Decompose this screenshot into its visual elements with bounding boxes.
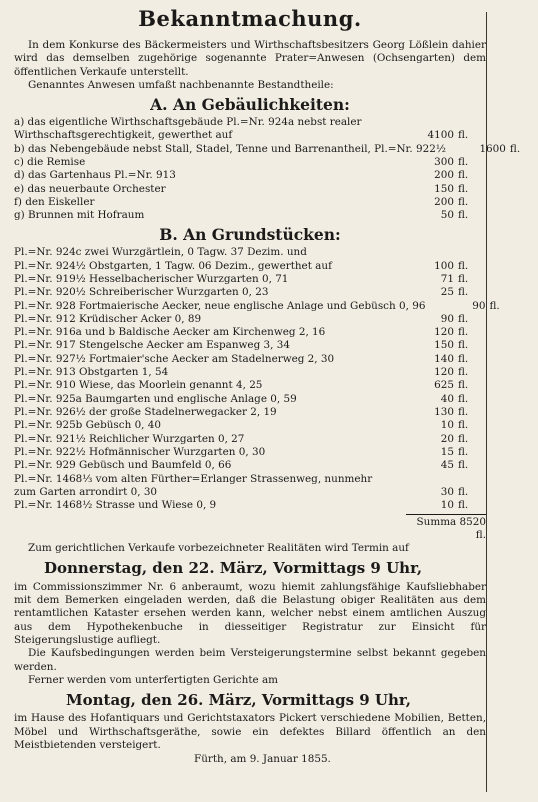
building-row-label: f) den Eiskeller: [14, 195, 95, 208]
land-row: [14, 260, 486, 273]
announcement-title: Bekanntmachung.: [138, 6, 362, 31]
auction-date-1: Donnerstag, den 22. März, Vormittags 9 Uhr,: [44, 559, 423, 578]
land-row-unit: fl.: [458, 339, 469, 352]
auction-details-2: im Hause des Hofantiquars und Gerichtstaxators Pickert verschiedene Mobilien, Betten, Möbel und Wirthschaftsgeräthe, sowie ein defektes Billard öffentlich an den Meistbietenden versteigert.: [14, 712, 486, 751]
lands-list: [14, 246, 500, 512]
land-row-amount: 120: [434, 366, 454, 379]
land-row-unit: fl.: [458, 392, 469, 405]
land-row-unit: fl.: [458, 312, 469, 325]
land-row: [14, 393, 486, 406]
land-row-amount: 25: [440, 286, 454, 299]
announcement: [14, 6, 521, 767]
land-row-unit: fl.: [458, 352, 469, 365]
land-row: [14, 339, 486, 352]
building-row-amount: 1600: [479, 142, 506, 155]
building-row: [14, 116, 486, 143]
land-row-amount: 90: [472, 299, 486, 312]
land-row: [14, 286, 486, 299]
land-row: [14, 246, 486, 259]
land-row-unit: fl.: [458, 286, 469, 299]
land-row-unit: fl.: [458, 406, 469, 419]
land-row-amount: 120: [434, 326, 454, 339]
land-row-label: Pl.=Nr. 916a und b Baldische Aecker am Kirchenweg 2, 16: [14, 326, 326, 339]
land-row-amount: 150: [434, 339, 454, 352]
intro-paragraph: In dem Konkurse des Bäckermeisters und Wirthschaftsbesitzers Georg Lößlein dahier wird das demselben zugehörige sogenannte Prater=Anwesen (Ochsengarten) dem öffentlichen Verkaufe unterstellt.: [14, 38, 486, 78]
land-row-amount: 20: [440, 432, 454, 445]
land-row-unit: fl.: [458, 366, 469, 379]
building-row-label: b) das Nebengebäude nebst Stall, Stadel, Tenne und Barrenantheil, Pl.=Nr. 922½: [14, 142, 446, 155]
building-row: [14, 183, 486, 196]
land-row-amount: 130: [434, 406, 454, 419]
building-row-amount: 200: [434, 169, 454, 182]
building-row-unit: fl.: [458, 209, 469, 222]
land-row-label: Pl.=Nr. 917 Stengelsche Aecker am Espanweg 3, 34: [14, 339, 290, 352]
land-row-amount: 71: [440, 272, 454, 285]
land-row: [14, 273, 486, 286]
land-row: [14, 419, 486, 432]
building-row: [14, 196, 486, 209]
building-row: [14, 169, 486, 182]
adjacent-column-rule: [486, 12, 497, 792]
land-row: [14, 313, 486, 326]
land-row-unit: fl.: [458, 445, 469, 458]
building-row-unit: fl.: [458, 129, 469, 142]
land-row-label: Pl.=Nr. 1468⅓ vom alten Fürther=Erlanger Strassenweg, nunmehr zum Garten arrondirt 0, 30: [14, 472, 373, 498]
land-row-amount: 10: [440, 499, 454, 512]
land-row-unit: fl.: [489, 299, 500, 312]
land-row-label: Pl.=Nr. 1468½ Strasse und Wiese 0, 9: [14, 499, 217, 512]
land-row-unit: fl.: [458, 379, 469, 392]
land-row-unit: fl.: [458, 499, 469, 512]
building-row-amount: 300: [434, 155, 454, 168]
section-buildings-heading: A. An Gebäulichkeiten:: [150, 95, 350, 115]
building-row-amount: 50: [440, 209, 454, 222]
land-row-unit: fl.: [458, 459, 469, 472]
land-row-amount: 15: [440, 445, 454, 458]
building-row-unit: fl.: [509, 142, 521, 155]
building-row: [14, 156, 486, 169]
building-row: [14, 209, 486, 222]
intro-components: Genanntes Anwesen umfaßt nachbenannte Bestandtheile:: [28, 78, 334, 91]
land-row: [14, 459, 486, 472]
building-row-unit: fl.: [458, 195, 469, 208]
land-row-label: Pl.=Nr. 921½ Reichlicher Wurzgarten 0, 27: [14, 432, 245, 445]
land-row-label: Pl.=Nr. 926½ der große Stadelnerwegacker 2, 19: [14, 406, 277, 419]
buildings-list: [14, 115, 521, 223]
land-row-label: Pl.=Nr. 910 Wiese, das Moorlein genannt 4, 25: [14, 379, 263, 392]
land-row-amount: 30: [440, 485, 454, 498]
land-row: [14, 353, 486, 366]
conditions-paragraph: Die Kaufsbedingungen werden beim Versteigerungstermine selbst bekannt gegeben werden.: [14, 647, 486, 673]
land-row-label: Pl.=Nr. 912 Krüdischer Acker 0, 89: [14, 312, 202, 325]
land-row-unit: fl.: [458, 259, 469, 272]
auction-date-2: Montag, den 26. März, Vormittags 9 Uhr,: [66, 691, 411, 710]
land-row-unit: fl.: [458, 485, 469, 498]
land-row-label: Pl.=Nr. 924½ Obstgarten, 1 Tagw. 06 Dezim., gewerthet auf: [14, 259, 332, 272]
land-row: [14, 446, 486, 459]
land-row: [14, 326, 486, 339]
building-row-amount: 4100: [427, 129, 454, 142]
land-row: [14, 406, 486, 419]
land-row-amount: 100: [434, 259, 454, 272]
land-row-unit: fl.: [458, 432, 469, 445]
land-row-label: Pl.=Nr. 925a Baumgarten und englische Anlage 0, 59: [14, 392, 297, 405]
land-row-label: Pl.=Nr. 920½ Schreiberischer Wurzgarten 0, 23: [14, 286, 269, 299]
land-row: [14, 366, 486, 379]
land-row-label: Pl.=Nr. 928 Fortmaierische Aecker, neue englische Anlage und Gebüsch 0, 96: [14, 299, 426, 312]
building-row-unit: fl.: [458, 182, 469, 195]
building-row-label: g) Brunnen mit Hofraum: [14, 209, 145, 222]
sum-total: Summa 8520 fl.: [406, 514, 486, 543]
ferner-paragraph: Ferner werden vom unterfertigten Gerichte am: [28, 673, 278, 686]
land-row-amount: 90: [440, 312, 454, 325]
land-row-label: Pl.=Nr. 927½ Fortmaier'sche Aecker am Stadelnerweg 2, 30: [14, 352, 335, 365]
building-row-label: a) das eigentliche Wirthschaftsgebäude Pl.=Nr. 924a nebst realer Wirthschaftsgerechtigkeit, gewerthet auf: [14, 115, 362, 142]
land-row-amount: 625: [434, 379, 454, 392]
land-row-amount: 140: [434, 352, 454, 365]
land-row-label: Pl.=Nr. 929 Gebüsch und Baumfeld 0, 66: [14, 459, 232, 472]
land-row: [14, 433, 486, 446]
building-row-amount: 150: [434, 182, 454, 195]
sum-row: [14, 514, 486, 543]
land-row-amount: 45: [440, 459, 454, 472]
land-row-amount: 40: [440, 392, 454, 405]
land-row-unit: fl.: [458, 326, 469, 339]
building-row-label: d) das Gartenhaus Pl.=Nr. 913: [14, 169, 176, 182]
section-lands-heading: B. An Grundstücken:: [159, 225, 341, 245]
building-row: [14, 142, 521, 156]
land-row-label: Pl.=Nr. 919½ Hesselbacherischer Wurzgarten 0, 71: [14, 272, 289, 285]
land-row-unit: fl.: [458, 419, 469, 432]
land-row: [14, 499, 486, 512]
place-date: Fürth, am 9. Januar 1855.: [194, 753, 331, 766]
termin-paragraph: Zum gerichtlichen Verkaufe vorbezeichneter Realitäten wird Termin auf: [28, 542, 409, 555]
building-row-label: c) die Remise: [14, 155, 86, 168]
building-row-unit: fl.: [458, 169, 469, 182]
land-row: [14, 299, 500, 313]
land-row-label: Pl.=Nr. 922½ Hofmännischer Wurzgarten 0, 30: [14, 445, 266, 458]
land-row-label: Pl.=Nr. 913 Obstgarten 1, 54: [14, 366, 169, 379]
building-row-amount: 200: [434, 195, 454, 208]
land-row-unit: fl.: [458, 272, 469, 285]
land-row-label: Pl.=Nr. 925b Gebüsch 0, 40: [14, 419, 162, 432]
building-row-label: e) das neuerbaute Orchester: [14, 182, 166, 195]
land-row: [14, 379, 486, 392]
building-row-unit: fl.: [458, 155, 469, 168]
auction-details-1: im Commissionszimmer Nr. 6 anberaumt, wozu hiemit zahlungsfähige Kaufsliebhaber mit dem Bemerken eingeladen werden, daß die Belastung obiger Realitäten aus dem rentamtlichen Kataster ersehen werden kann, welcher nebst einem amtlichen Auszug aus dem Hypothekenbuche in diesseitiger Registratur zur Einsicht für Steigerungslustige aufliegt.: [14, 580, 486, 646]
land-row-label: Pl.=Nr. 924c zwei Wurzgärtlein, 0 Tagw. 37 Dezim. und: [14, 246, 307, 259]
land-row-amount: 10: [440, 419, 454, 432]
land-row: [14, 473, 486, 500]
